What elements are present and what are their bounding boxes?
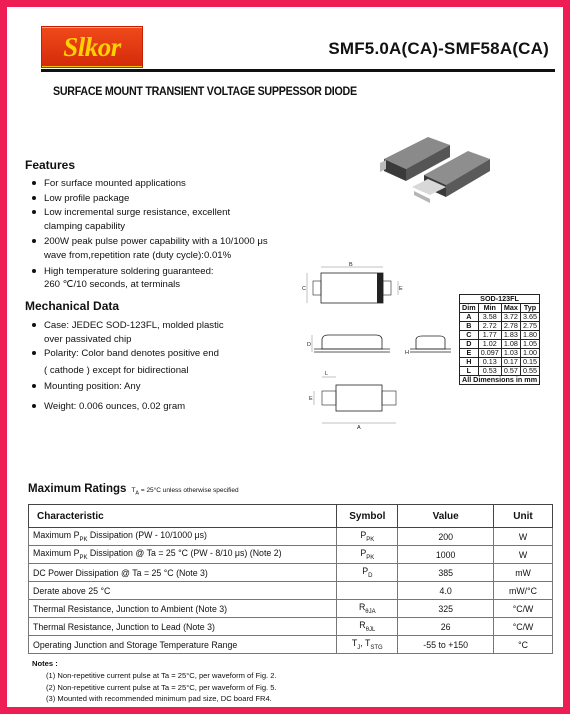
max-ratings-condition: $T_A = 25^\circ C$ unless otherwise specified (131, 487, 239, 497)
table-row: Maximum $P_{PK}$ Dissipation @ Ta = 25 °C (PW - 8/10 μs) (Note 2) $P_{PK}$ 1000 W (29, 546, 553, 564)
features-list (27, 177, 277, 293)
list-item: Low profile package (27, 192, 277, 206)
slkor-logo (41, 26, 143, 68)
table-row: Thermal Resistance, Junction to Ambient (Note 3) $R_{\theta JA}$ 325 °C/W (29, 600, 553, 618)
features-heading: Features (25, 158, 76, 172)
max-ratings-heading: Maximum Ratings $T_A = 25^\circ C$ unless otherwise specified (28, 483, 239, 497)
dim-label-e-bottom: E (309, 396, 313, 402)
bullet-icon (32, 196, 36, 200)
list-item: Low incremental surge resistance, excellent clamping capability (27, 206, 277, 233)
dim-label-d: D (307, 342, 311, 348)
header-divider (41, 69, 555, 72)
bullet-icon (32, 239, 36, 243)
table-row: Thermal Resistance, Junction to Lead (Note 3) $R_{\theta JL}$ 26 °C/W (29, 618, 553, 636)
logo-text: Slkor (63, 31, 121, 62)
bullet-icon (32, 384, 36, 388)
dim-col-header: Max (501, 304, 520, 313)
note-item: (3) Mounted with recommended minimum pad size, DC board FR4. (46, 694, 272, 704)
package-outline-drawing (292, 257, 457, 432)
dimension-table (459, 294, 540, 385)
notes-section (32, 658, 277, 705)
list-item: 200W peak pulse power capability with a 10/1000 μs wave from,repetition rate (duty cycle):0.01% (27, 235, 277, 262)
bullet-icon (32, 269, 36, 273)
list-item: For surface mounted applications (27, 177, 277, 191)
dim-col-header: Dim (460, 304, 479, 313)
table-row: Operating Junction and Storage Temperature Range $T_J$, $T_{STG}$ -55 to +150 °C (29, 636, 553, 654)
table-row: B 2.72 2.78 2.75 (460, 322, 540, 331)
table-row: H 0.13 0.17 0.15 (460, 358, 540, 367)
dim-label-e-top: E (399, 286, 403, 292)
dim-table-title: SOD-123FL (460, 295, 540, 304)
mechanical-list (27, 319, 277, 415)
table-row: Maximum $P_{PK}$ Dissipation (PW - 10/1000 μs) $P_{PK}$ 200 W (29, 528, 553, 546)
dim-label-a: A (357, 425, 361, 431)
mechanical-heading: Mechanical Data (25, 299, 120, 313)
note-item: (1) Non-repetitive current pulse at Ta = 25°C, per waveform of Fig. 2. (46, 670, 277, 680)
table-row: E 0.097 1.03 1.00 (460, 349, 540, 358)
dim-table-footer: All Dimensions in mm (460, 376, 540, 385)
list-item: Case: JEDEC SOD-123FL, molded plastic over passivated chip (27, 319, 277, 346)
dim-label-c: C (302, 286, 306, 292)
list-item: Polarity: Color band denotes positive end ( cathode ) except for bidirectional (27, 347, 277, 377)
col-value: Value (398, 505, 494, 528)
dim-label-h: H (405, 350, 409, 356)
max-ratings-table (28, 504, 553, 654)
table-header-row (29, 505, 553, 528)
bullet-icon (32, 181, 36, 185)
bullet-icon (32, 210, 36, 214)
col-unit: Unit (494, 505, 553, 528)
list-item: Mounting position: Any (27, 380, 277, 394)
table-row: A 3.58 3.72 3.65 (460, 313, 540, 322)
bullet-icon (32, 323, 36, 327)
bullet-icon (32, 404, 36, 408)
dim-label-b: B (349, 262, 353, 268)
col-characteristic: Characteristic (29, 505, 337, 528)
datasheet-page (17, 17, 567, 711)
table-row: L 0.53 0.57 0.55 (460, 367, 540, 376)
table-row: D 1.02 1.08 1.05 (460, 340, 540, 349)
dim-col-header: Min (478, 304, 501, 313)
table-row: C 1.77 1.83 1.80 (460, 331, 540, 340)
document-subtitle: SURFACE MOUNT TRANSIENT VOLTAGE SUPPESSOR DIODE (53, 86, 357, 98)
col-symbol: Symbol (337, 505, 398, 528)
bullet-icon (32, 351, 36, 355)
part-number: SMF5.0A(CA)-SMF58A(CA) (328, 39, 549, 58)
table-row: Derate above 25 °C 4.0 mW/°C (29, 582, 553, 600)
table-row: DC Power Dissipation @ Ta = 25 °C (Note 3) $P_D$ 385 mW (29, 564, 553, 582)
dim-col-header: Typ (520, 304, 539, 313)
notes-heading: Notes : (32, 659, 58, 668)
package-illustration (372, 129, 502, 209)
list-item: Weight: 0.006 ounces, 0.02 gram (27, 400, 277, 414)
list-item: High temperature soldering guaranteed: 260 ℃/10 seconds, at terminals (27, 265, 277, 292)
note-item: (2) Non-repetitive current pulse at Ta = 25°C, per waveform of Fig. 5. (46, 682, 277, 692)
dim-label-l: L (325, 371, 329, 377)
